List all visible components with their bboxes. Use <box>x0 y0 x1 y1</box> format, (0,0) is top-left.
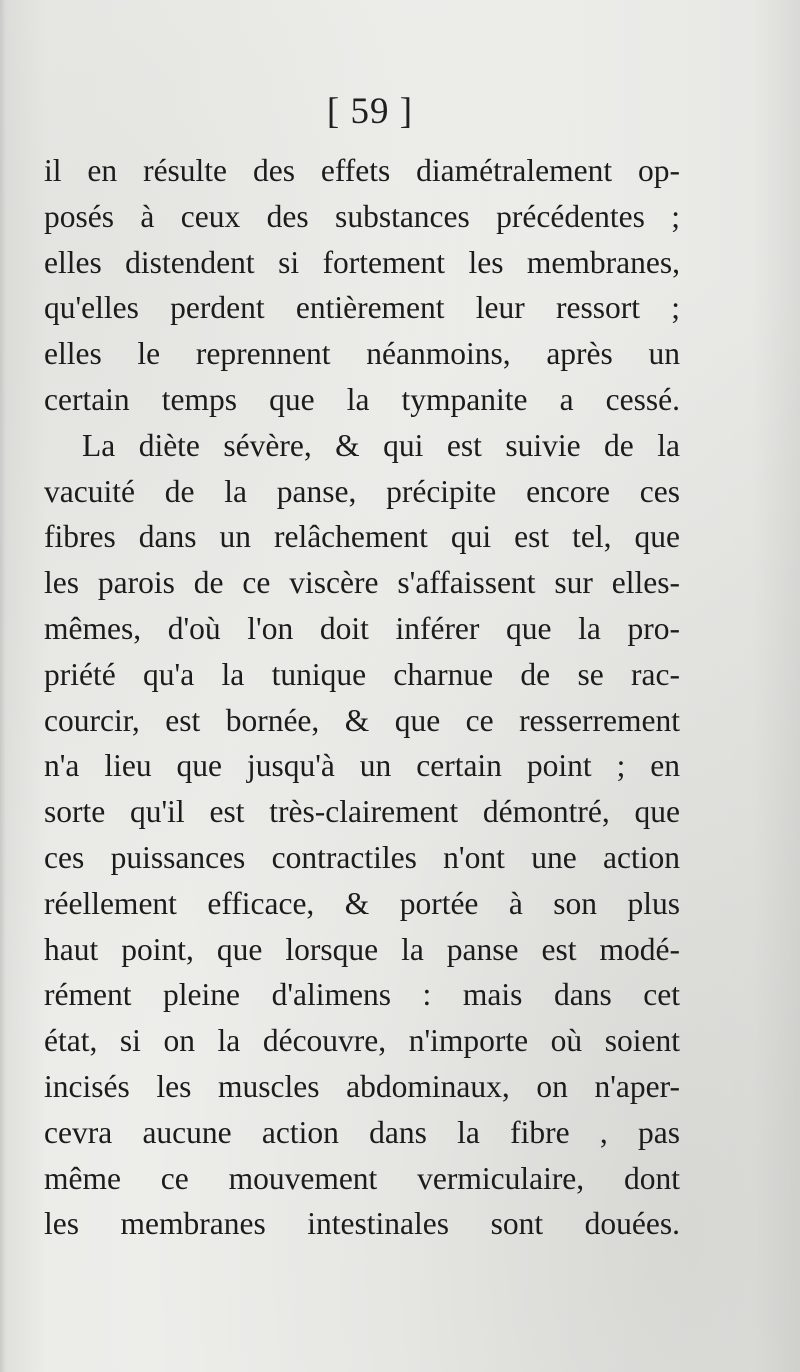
text-line: il en résulte des effets diamétralement op- <box>44 153 680 188</box>
text-line: fibres dans un relâchement qui est tel, que <box>44 519 680 555</box>
body-text <box>44 148 680 1247</box>
page-number: [ 59 ] <box>326 91 414 132</box>
paragraph-start-line: La diète sévère, & qui est suivie de la <box>82 427 680 463</box>
text-line: même ce mouvement vermiculaire, dont <box>44 1160 680 1196</box>
text-line: incisés les muscles abdominaux, on n'aper- <box>44 1068 680 1104</box>
text-line: qu'elles perdent entièrement leur ressort ; <box>44 290 680 326</box>
text-line: les parois de ce viscère s'affaissent sur elles- <box>44 565 680 601</box>
text-line: réellement efficace, & portée à son plus <box>44 885 680 921</box>
text-line: courcir, est bornée, & que ce resserrement <box>44 702 680 738</box>
text-line: vacuité de la panse, précipite encore ces <box>44 473 680 509</box>
text-line: priété qu'a la tunique charnue de se rac- <box>44 656 680 692</box>
text-line: sorte qu'il est très-clairement démontré, que <box>44 794 680 830</box>
text-line: haut point, que lorsque la panse est modé- <box>44 931 680 967</box>
text-line: mêmes, d'où l'on doit inférer que la pro- <box>44 610 680 646</box>
text-line: n'a lieu que jusqu'à un certain point ; en <box>44 748 680 784</box>
text-line: certain temps que la tympanite a cessé. <box>44 381 680 417</box>
text-line: état, si on la découvre, n'importe où soient <box>44 1023 680 1059</box>
text-line: elles distendent si fortement les membranes, <box>44 244 680 280</box>
text-line: elles le reprennent néanmoins, après un <box>44 336 680 372</box>
text-line: posés à ceux des substances précédentes ; <box>44 198 680 234</box>
text-line: cevra aucune action dans la fibre , pas <box>44 1114 680 1150</box>
text-line: ces puissances contractiles n'ont une action <box>44 839 680 875</box>
text-line: rément pleine d'alimens : mais dans cet <box>44 977 680 1013</box>
text-line: les membranes intestinales sont douées. <box>44 1206 680 1242</box>
